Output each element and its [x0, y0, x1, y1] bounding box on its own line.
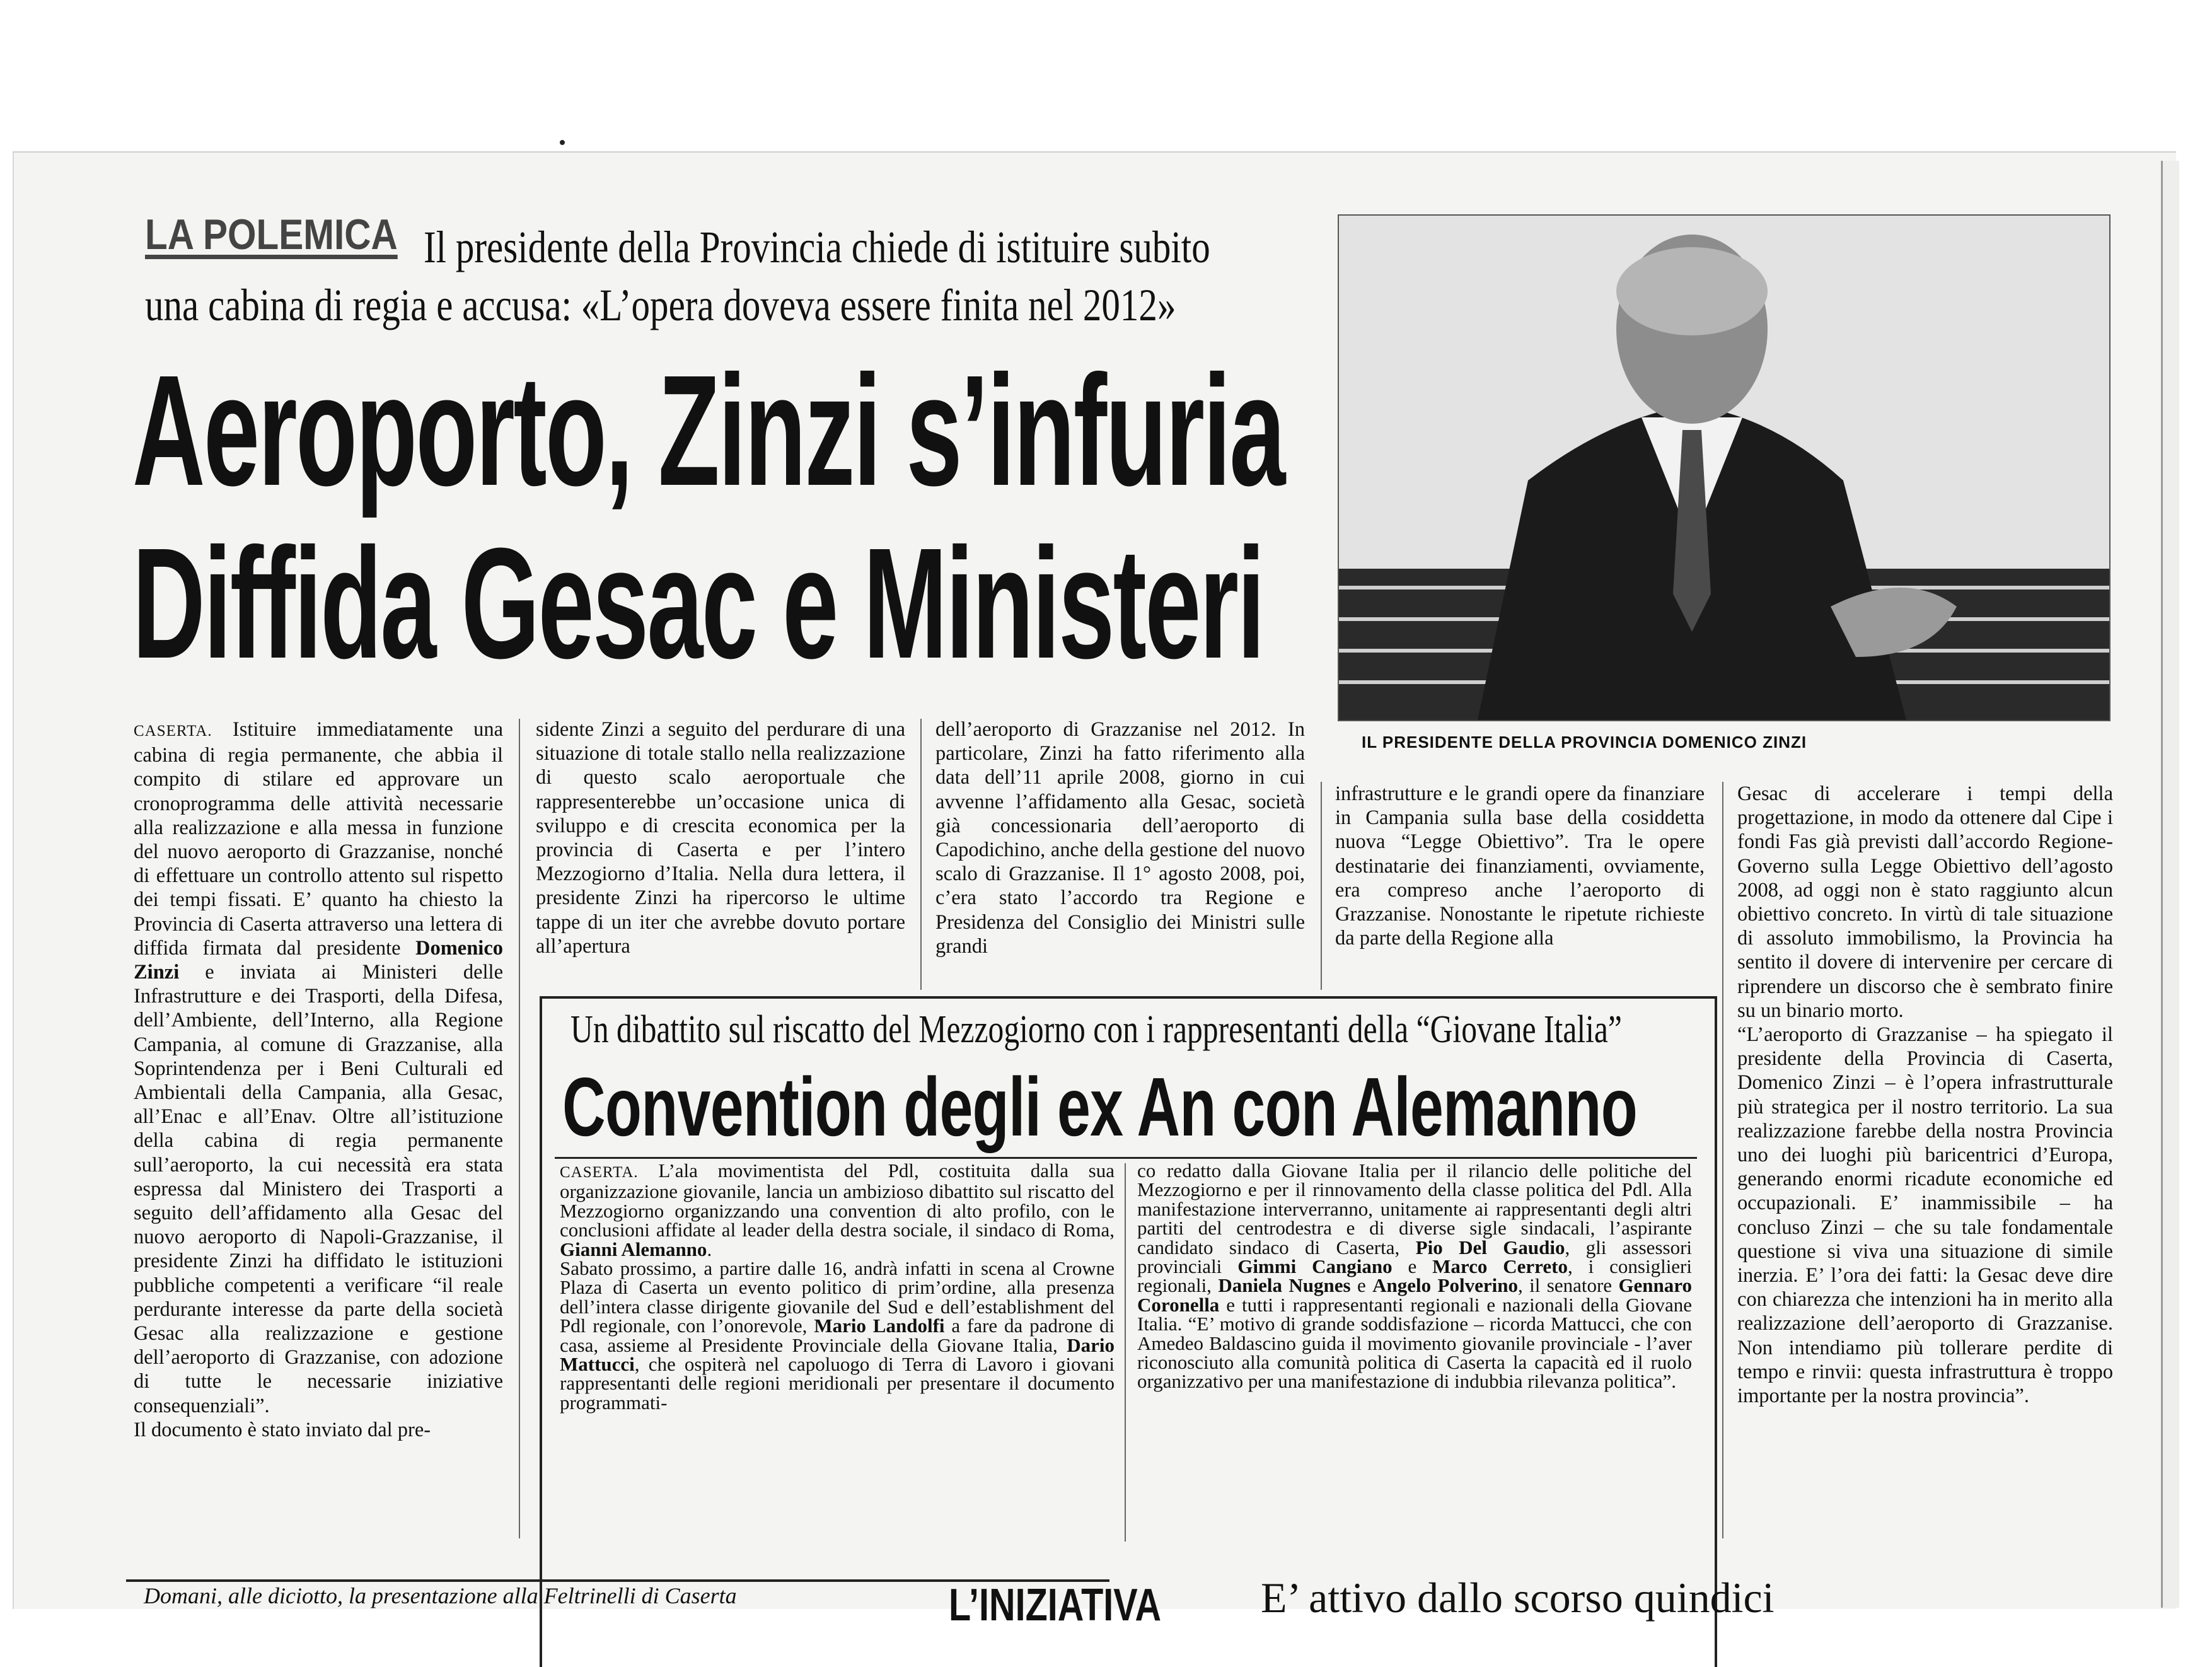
person-name: Marco Cerreto [1432, 1255, 1568, 1278]
photo-caption: IL PRESIDENTE DELLA PROVINCIA DOMENICO ZINZI [1362, 733, 1807, 752]
portrait-photo [1338, 214, 2111, 721]
person-name: Gianni Alemanno [560, 1238, 707, 1260]
box-text: co redatto dalla Giovane Italia per il rilancio delle politiche del Mezzogiorno e per il rinnovamento della classe politica del Pdl. Alla manifestazione interverranno, unitamente ai rappresentanti degli altri partiti del centrodestra e di diverse sigle sindacali, l’aspirante candidato sindaco di Caserta, [1137, 1159, 1692, 1258]
box-text: e tutti i rappresentanti regionali e nazionali della Giovane Italia. “E’ motivo di grande soddisfazione – ricorda Mattucci, che con Amedeo Baldascino guida il movimento giovanile provinciale - l’aver riconosciuto alla comunità politica di Caserta la capacità ed il ruolo organizzativo per una manifestazione di indubbia rilevanza politica”. [1137, 1293, 1692, 1393]
footer-teaser: Domani, alle diciotto, la presentazione alla Feltrinelli di Caserta [144, 1583, 737, 1608]
person-name: Angelo Polverino [1372, 1274, 1518, 1297]
article-column [1335, 782, 1705, 950]
article-column [536, 717, 905, 958]
person-name: Pio Del Gaudio [1415, 1236, 1565, 1258]
column-rule [920, 719, 922, 990]
article-column [1737, 782, 2113, 1408]
deck-line: una cabina di regia e accusa: «L’opera doveva essere finita nel 2012» [145, 280, 1176, 330]
article-text: e inviata ai Ministeri delle Infrastrutture e dei Trasporti, della Difesa, dell’Ambiente, dell’Interno, alla Regione Campania, al comune di Grazzanise, alla Soprintendenza per i Beni Culturali ed Ambientali della Campania, alla Gesac, all’Enac e all’Enav. Oltre all’istituzione della cabina di regia permanente sull’aeroporto, la cui necessità era stata espressa dal Ministero dei Trasporti a seguito dell’affidamento alla Gesac del nuovo aeroporto di Napoli-Grazzanise, il presidente Zinzi ha diffidato le istituzioni pubbliche competenti a verificare “il reale perdurante interesse da parte della società Gesac alla realizzazione e gestione dell’aeroporto di Grazzanise, con adozione di tutte le necessarie iniziative consequenziali”. [134, 961, 503, 1417]
article-text: Il documento è stato inviato dal pre- [134, 1418, 431, 1441]
person-name: Mario Landolfi [814, 1315, 945, 1337]
article-text: Istituire immediatamente una cabina di regia permanente, che abbia il compito di stilare ed approvare un cronoprogramma delle attività necessarie alla realizzazione e alla messa in funzione del nuovo aeroporto di Grazzanise, nonché di effettuare un controllo attento sul rispetto dei tempi fissati. E’ quanto ha chiesto la Provincia di Caserta attraverso una lettera di diffida firmata dal presidente [134, 718, 503, 960]
box-text: e [1392, 1255, 1433, 1278]
column-rule [1722, 782, 1723, 1538]
box-column: CASERTA. L’ala movimentista del Pdl, costituita dalla sua organizzazione giovanile, lancia un ambizioso dibattito sul riscatto del Mezzogiorno organizzando una convention di alto profilo, con le conclusioni affidate al leader della destra sociale, il sindaco di Roma, Gianni Alemanno. Sabato prossimo, a partire dalle 16, andrà infatti in scena al Crowne Plaza di Caserta un evento politico di prim’ordine, alla presenza dell’intera classe dirigente giovanile del Sud e dell’establishment del Pdl regionale, con l’onorevole, Mario Landolfi a fare da padrone di casa, assieme al Presidente Provinciale della Giovane Italia, Dario Mattucci, che ospiterà nel capoluogo di Terra di Lavoro i giovani rappresentanti delle regioni meridionali per presentare il documento programmati- [560, 1159, 1115, 1414]
person-name: Domenico Zinzi [134, 936, 503, 984]
box-text: L’ala movimentista del Pdl, costituita dalla sua organizzazione giovanile, lancia un ambizioso dibattito sul riscatto del Mezzogiorno organizzando una convention di alto profilo, con le conclusioni affidate al leader della destra sociale, il sindaco di Roma, [560, 1159, 1115, 1241]
box-text: a fare da padrone di casa, assieme al Presidente Provinciale della Giovane Italia, [560, 1315, 1115, 1356]
headline-line: Aeroporto, Zinzi s’infuria [132, 342, 1284, 518]
box-text: , gli assessori provinciali [1137, 1236, 1693, 1278]
box-rule [555, 1157, 1697, 1159]
article-text: “L’aeroporto di Grazzanise – ha spiegato il presidente della Provincia di Caserta, Domenico Zinzi – è l’opera infrastrutturale più strategica per il nostro territorio. La sua realizzazione farebbe della nostra Provincia uno dei luoghi più baricentrici d’Europa, generando enormi ricadute economiche ed occupazionali. E’ inammissibile – ha concluso Zinzi – che su tale fondamentale questione si viva una situazione di simile inerzia. E’ l’ora dei fatti: la Gesac deve dire con chiarezza che intenzioni ha in merito alla realizzazione dell’aeroporto di Grazzanise. Non intendiamo più tollerare perdite di tempo e rinvii: questa infrastruttura è troppo importante per la nostra provincia”. [1737, 1023, 2113, 1408]
article-text: sidente Zinzi a seguito del perdurare di una situazione di totale stallo nella realizzazione di questo scalo aeroportuale che rappresenterebbe un’occasione unica di sviluppo e di crescita economica per la provincia di Caserta e per l’intero Mezzogiorno d’Italia. Nella dura lettera, il presidente Zinzi ha ripercorso le ultime tappe di un iter che avrebbe dovuto portare all’apertura [536, 718, 905, 958]
person-name: Gennaro Coronella [1137, 1274, 1692, 1316]
box-text: e [1350, 1274, 1373, 1297]
person-name: Gimmi Cangiano [1237, 1255, 1393, 1278]
footer-kicker: L’INIZIATIVA [949, 1580, 1162, 1630]
article-text: Gesac di accelerare i tempi della progettazione, in modo da ottenere dal Cipe i fondi Fas già previsti dall’accordo Regione-Governo sulla Legge Obiettivo dell’agosto 2008, ad oggi non è stato raggiunto alcun obiettivo concreto. In virtù di tale situazione di assoluto immobilismo, la Provincia ha sentito il dovere di intervenire per cercare di riprendere un discorso che è sembrato finire su un binario morto. [1737, 782, 2113, 1022]
deck-line: Il presidente della Provincia chiede di istituire subito [424, 222, 1210, 272]
page-edge [2161, 161, 2179, 1608]
box-column [1137, 1161, 1692, 1391]
box-subhead: Un dibattito sul riscatto del Mezzogiorno con i rappresentanti della “Giovane Italia” [570, 1008, 1622, 1051]
section-kicker: LA POLEMICA [145, 211, 398, 258]
box-text: , i consiglieri regionali, [1137, 1255, 1692, 1297]
box-text: , che ospiterà nel capoluogo di Terra di Lavoro i giovani rappresentanti delle regioni meridionali per presentare il documento programmati- [560, 1353, 1115, 1414]
article-text: infrastrutture e le grandi opere da finanziare in Campania sulla base della cosiddetta nuova “Legge Obiettivo”. Tra le opere destinatarie dei finanziamenti, ovviamente, era compreso anche l’aeroporto di Grazzanise. Nonostante le ripetute richieste da parte della Regione alla [1335, 782, 1705, 950]
article-column [935, 717, 1305, 958]
dateline: CASERTA. [560, 1164, 639, 1181]
column-rule [519, 719, 520, 1538]
column-rule [1125, 1163, 1126, 1542]
article-column [134, 717, 503, 1442]
ink-speck [560, 140, 565, 145]
headline-line: Diffida Gesac e Ministeri [132, 515, 1264, 691]
dateline: CASERTA. [134, 723, 212, 740]
person-name: Daniela Nugnes [1218, 1274, 1351, 1297]
person-name: Dario Mattucci [560, 1333, 1115, 1376]
box-text: Sabato prossimo, a partire dalle 16, andrà infatti in scena al Crowne Plaza di Caserta un evento politico di prim’ordine, alla presenza dell’intera classe dirigente giovanile del Sud e dell’establishment del Pdl regionale, con l’onorevole, [560, 1257, 1115, 1337]
box-headline: Convention degli ex An con Alemanno [562, 1060, 1638, 1153]
portrait-illustration [1339, 216, 2109, 720]
article-text: dell’aeroporto di Grazzanise nel 2012. In particolare, Zinzi ha fatto riferimento alla data dell’11 aprile 2008, giorno in cui avvenne l’affidamento alla Gesac, società già concessionaria dell’aeroporto di Capodichino, anche della gestione del nuovo scalo di Grazzanise. Il 1° agosto 2008, poi, c’era stato l’accordo tra Regione e Presidenza del Consiglio dei Ministri sulle grandi [935, 718, 1305, 958]
footer-text: E’ attivo dallo scorso quindici [1261, 1574, 1775, 1622]
column-rule [1321, 782, 1322, 990]
box-text: , il senatore [1517, 1274, 1619, 1297]
